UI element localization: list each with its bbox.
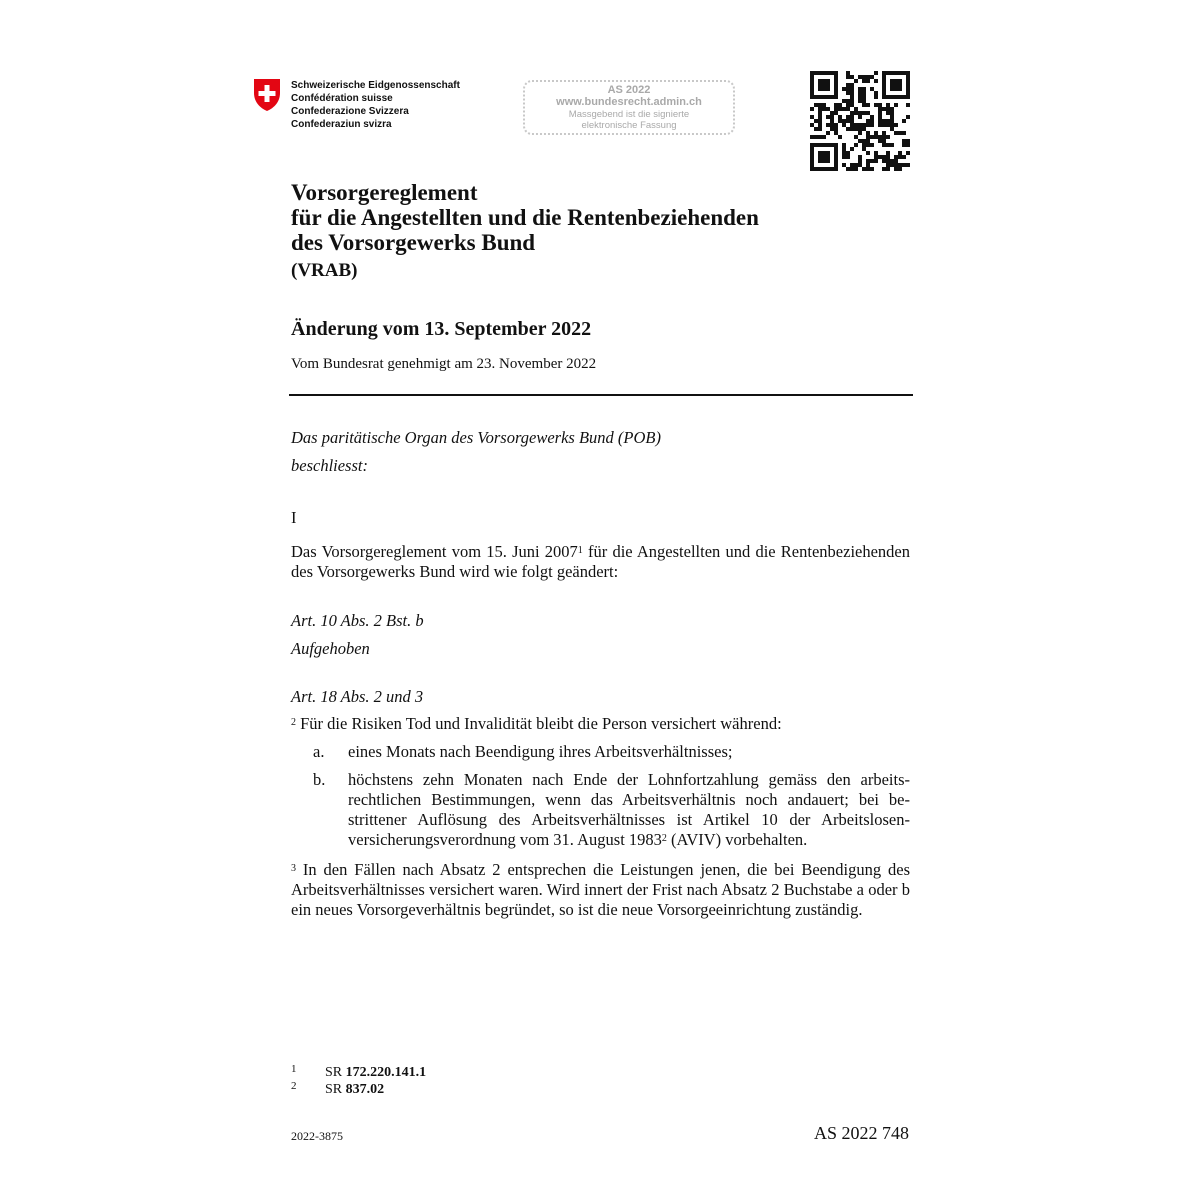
item-b-label: b. xyxy=(313,770,326,789)
intro-text-end: für die Angestellten und die Rentenbeziehenden des Vorsorgewerks Bund wird wie folgt geändert: xyxy=(291,542,910,581)
art18-heading: Art. 18 Abs. 2 und 3 xyxy=(291,687,424,706)
document-id: 2022-3875 xyxy=(291,1129,343,1143)
stamp-note-1: Massgebend ist die signierte xyxy=(568,109,690,120)
footnote-ref-1: 1 xyxy=(577,545,583,556)
section-intro xyxy=(291,542,910,582)
approval-note: Vom Bundesrat genehmigt am 23. November 2022 xyxy=(291,356,597,372)
art18-paragraph-3 xyxy=(291,860,910,920)
preamble-verb: beschliesst: xyxy=(291,456,368,475)
section-numeral: I xyxy=(291,508,297,527)
document-title xyxy=(291,180,759,255)
paragraph-number-3: 3 xyxy=(291,863,296,874)
art18-paragraph-2 xyxy=(291,714,910,734)
art10-heading: Art. 10 Abs. 2 Bst. b xyxy=(291,611,424,630)
footnote-1-reference: 172.220.141.1 xyxy=(345,1065,427,1080)
federation-names xyxy=(291,79,460,131)
item-b-text xyxy=(348,770,910,850)
stamp-note-2: elektronische Fassung xyxy=(581,120,677,131)
footnote-2-reference: 837.02 xyxy=(345,1082,385,1097)
title-line-2: für die Angestellten und die Rentenbeziehenden xyxy=(291,205,759,230)
footnote-1-prefix: SR xyxy=(325,1065,346,1080)
title-abbreviation: (VRAB) xyxy=(291,260,358,281)
swiss-coat-of-arms-icon xyxy=(252,78,282,112)
federation-name-de: Schweizerische Eidgenossenschaft xyxy=(291,80,460,91)
official-compilation-reference: AS 2022 748 xyxy=(813,1123,909,1143)
item-a-label: a. xyxy=(313,742,325,761)
item-b-text-start: höchstens zehn Monaten nach Ende der Lohnfortzahlung gemäss den arbeitsrechtlichen Bestimmungen, wenn das Arbeitsverhältnis noch andauert; bei bestrittener Auflösung des Arbeitsverhältnisses ist Artikel 10 der Arbeitslosenversicherungsverordnung vom 31. August 1983 xyxy=(348,770,910,849)
footnote-2-number: 2 xyxy=(291,1080,297,1092)
federation-name-rm: Confederaziun svizra xyxy=(291,119,392,130)
title-line-1: Vorsorgereglement xyxy=(291,180,478,205)
official-publication-stamp xyxy=(523,80,735,135)
intro-text-start: Das Vorsorgereglement vom 15. Juni 2007 xyxy=(291,542,578,561)
amendment-date: Änderung vom 13. September 2022 xyxy=(291,318,592,340)
art10-text: Aufgehoben xyxy=(291,639,370,658)
paragraph-2-text: Für die Risiken Tod und Invalidität bleibt die Person versichert während: xyxy=(296,714,782,733)
qr-code-icon xyxy=(810,71,910,171)
footnote-1-number: 1 xyxy=(291,1063,297,1075)
item-a-text: eines Monats nach Beendigung ihres Arbeitsverhältnisses; xyxy=(348,742,733,761)
stamp-collection: AS 2022 xyxy=(607,84,651,96)
paragraph-number-2: 2 xyxy=(291,717,296,728)
title-line-3: des Vorsorgewerks Bund xyxy=(291,230,536,255)
federation-name-fr: Confédération suisse xyxy=(291,93,393,104)
item-b-text-end: (AVIV) vorbehalten. xyxy=(666,830,808,849)
paragraph-3-text: In den Fällen nach Absatz 2 entsprechen die Leistungen jenen, die bei Beendigung des Arbeitsverhältnisses versichert waren. Wird innert der Frist nach Absatz 2 Buchstabe a oder b ein neues Vorsorgeverhältnis begründet, so ist die neue Vorsorgeeinrichtung zuständig. xyxy=(291,860,910,919)
stamp-url: www.bundesrecht.admin.ch xyxy=(556,96,702,108)
federation-name-it: Confederazione Svizzera xyxy=(291,106,409,117)
footnote-ref-2: 2 xyxy=(661,833,667,844)
preamble-body: Das paritätische Organ des Vorsorgewerks Bund (POB) xyxy=(291,428,661,447)
title-divider xyxy=(289,394,913,396)
footnote-2-prefix: SR xyxy=(325,1082,346,1097)
preamble xyxy=(291,424,910,480)
